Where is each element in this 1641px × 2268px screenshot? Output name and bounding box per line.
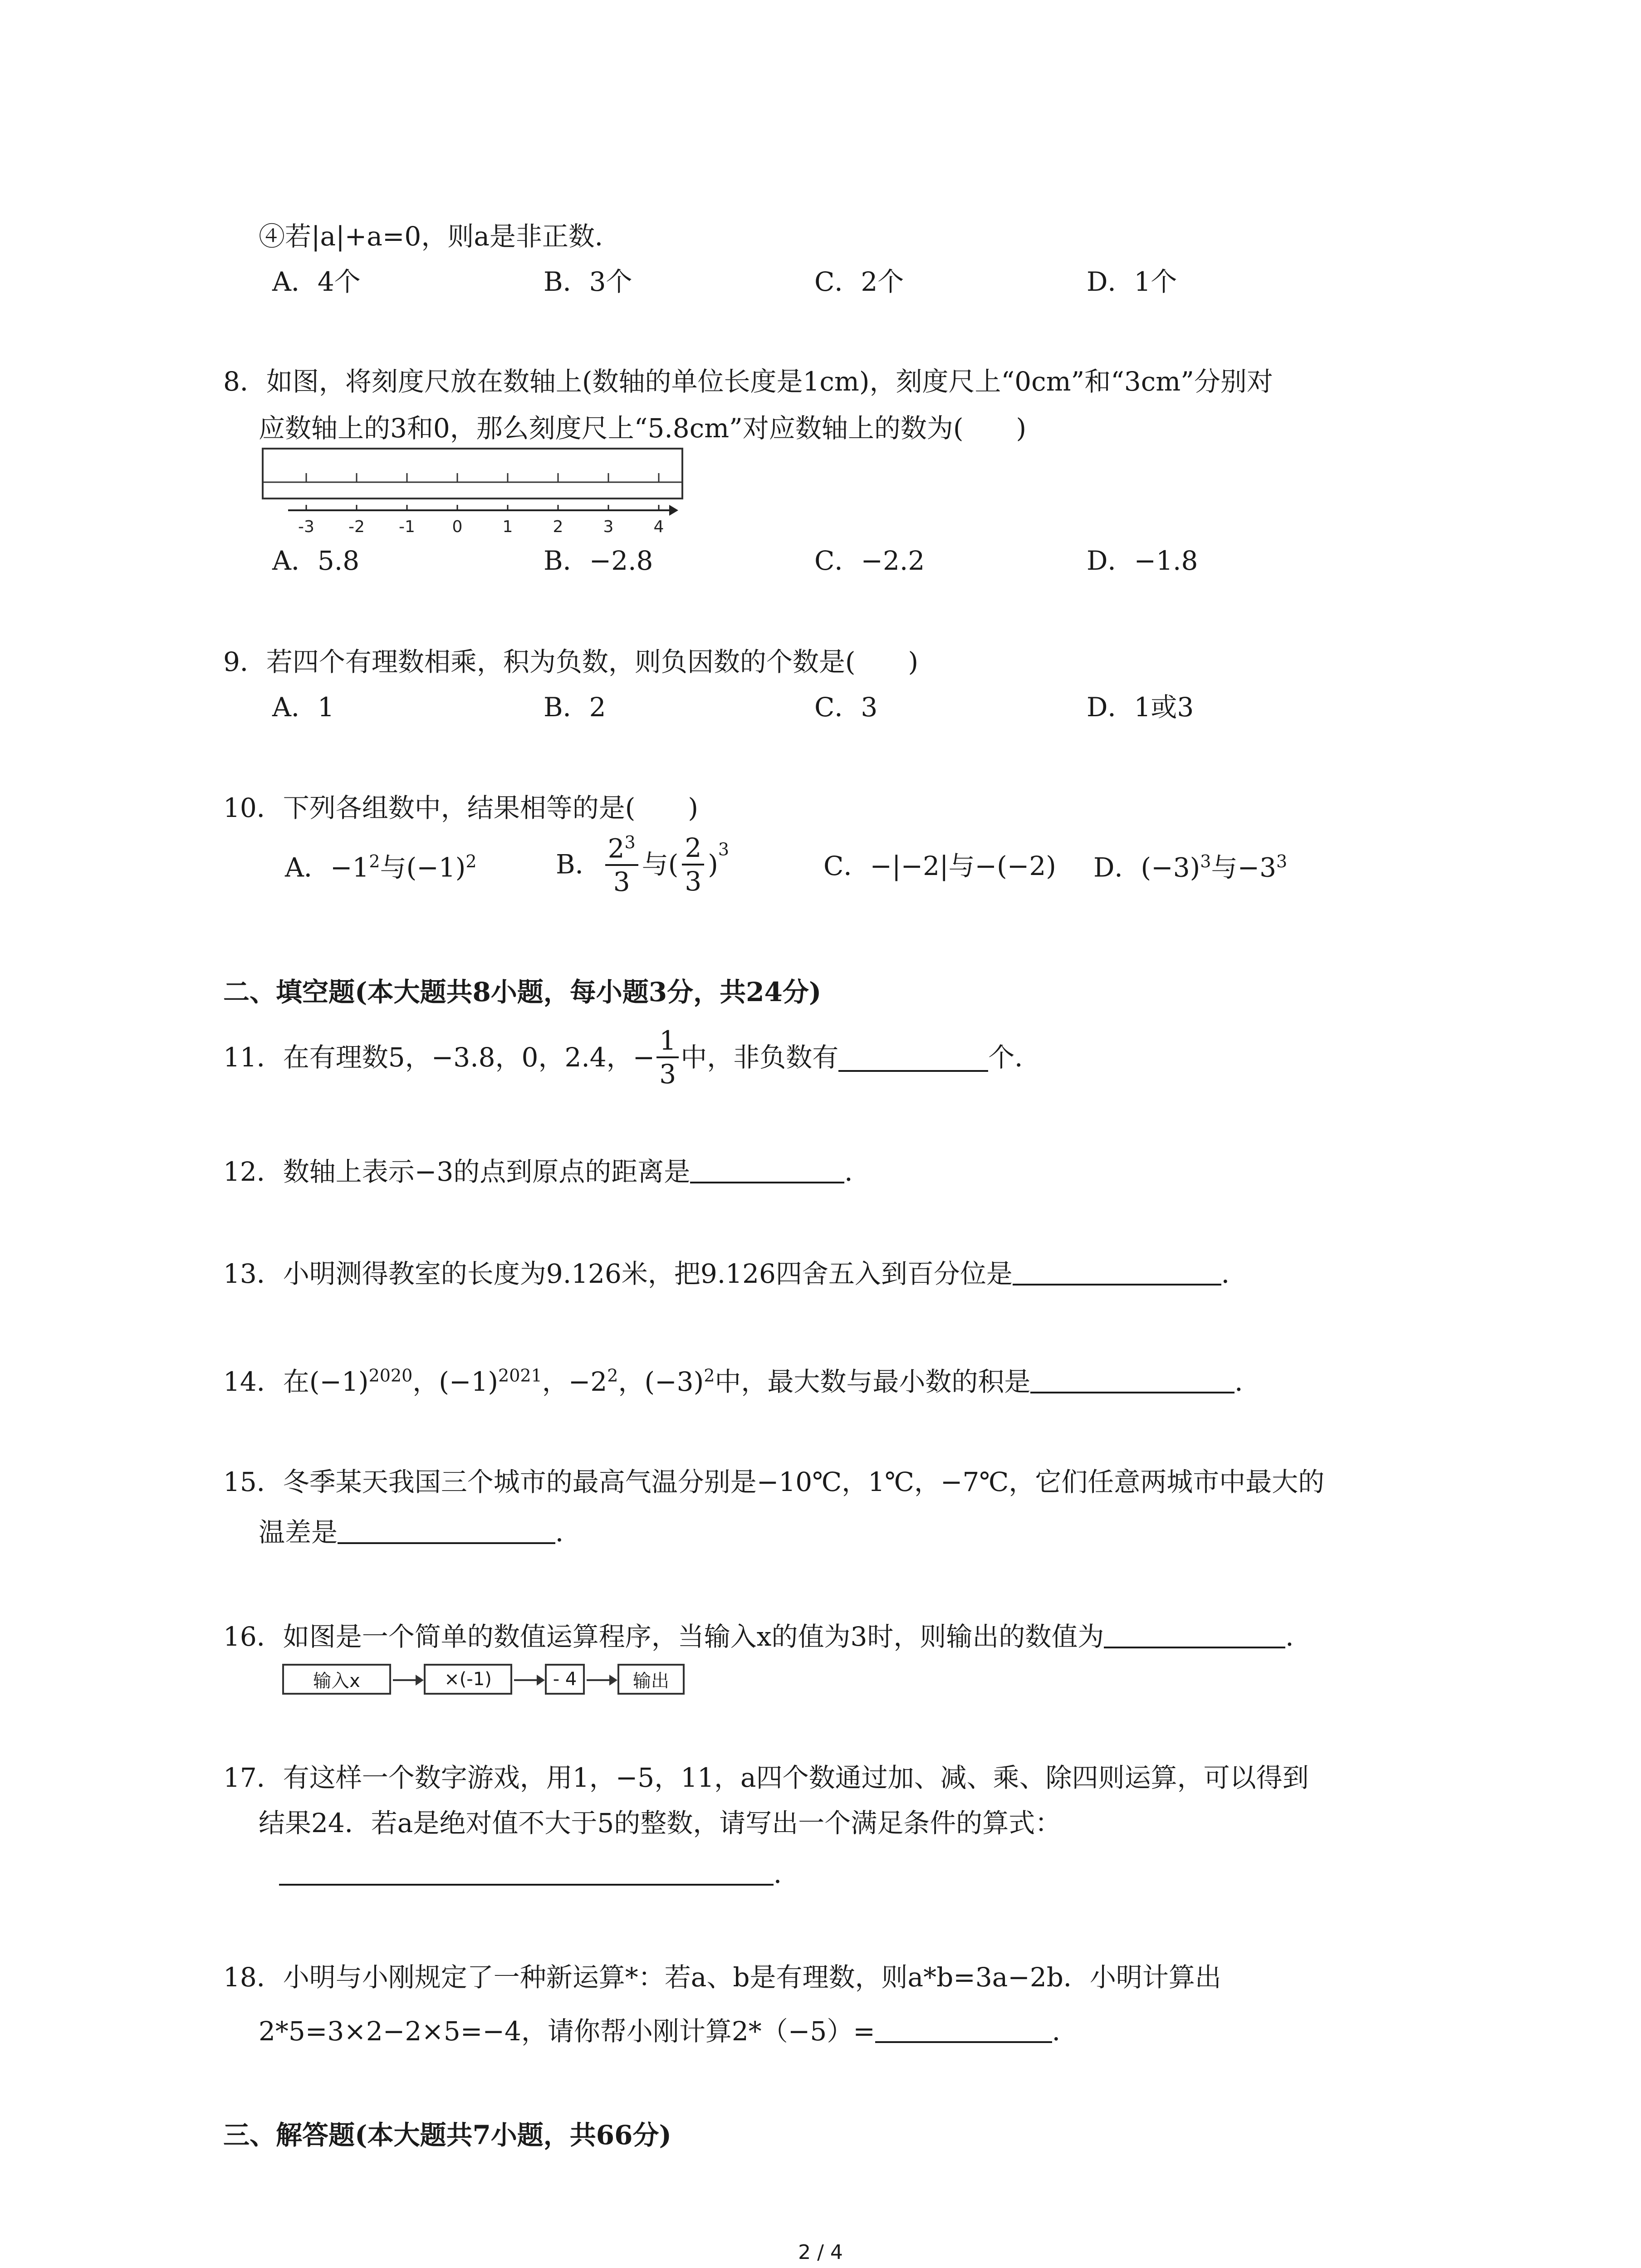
page-number: 2 / 4 [798,2241,843,2264]
q7-option-c: C．2个 [814,266,904,297]
q8-option-c: C．−2.2 [814,545,925,576]
q9-option-d: D．1或3 [1087,692,1194,723]
axis-tick-label: 2 [553,518,563,536]
q10-option-d: D．$(-3)^3$与$-3^3$ [1093,851,1288,883]
ruler [263,449,682,499]
ruler-number-line-figure [261,447,687,538]
q9-option-a: A．1 [272,692,334,723]
section-2-heading: 二、填空题(本大题共8小题，每小题3分，共24分) [223,977,822,1007]
flow-arrow-3 [587,1679,616,1681]
axis-tick-label: 0 [452,518,463,536]
q9-option-b: B．2 [544,692,606,723]
q11-answer-blank[interactable] [838,1043,988,1072]
section-3-heading: 三、解答题(本大题共7小题，共66分) [223,2120,671,2151]
q7-option-d: D．1个 [1087,266,1177,297]
q8-text-line1: 8．如图，将刻度尺放在数轴上(数轴的单位长度是1cm)，刻度尺上“0cm”和“3cm”分别对 [223,366,1273,397]
q10-option-b: B． $\frac{2^3}{3}$ 与( $\frac{2}{3}$ )$^3$ [556,832,730,898]
axis-tick-label: 3 [603,518,614,536]
q16-answer-blank[interactable] [1104,1619,1285,1648]
q8-option-a: A．5.8 [272,545,360,576]
q18-answer-blank[interactable] [875,2014,1052,2043]
q8-option-b: B．−2.8 [544,545,653,576]
q11: 11．在有理数5，−3.8，0，2.4，− $\frac{1}{3}$ 中，非负数有 个． [223,1025,1041,1090]
q10-text: 10．下列各组数中，结果相等的是( ) [223,792,699,823]
q15-line1: 15．冬季某天我国三个城市的最高气温分别是−10℃，1℃，−7℃，它们任意两城市中最大的 [223,1466,1325,1497]
q8-text-line2: 应数轴上的3和0，那么刻度尺上“5.8cm”对应数轴上的数为( ) [259,413,1027,444]
q8-option-d: D．−1.8 [1087,545,1198,576]
q10-option-c: C．−|−2|与−(−2) [823,850,1056,881]
axis-tick-label: -1 [399,518,415,536]
q10-option-a: A．$-1^2$与$(-1)^2$ [285,851,477,883]
flow-input-box: 输入x [282,1664,391,1695]
axis-tick-label: 4 [653,518,664,536]
q16: 16．如图是一个简单的数值运算程序，当输入x的值为3时，则输出的数值为 ． [223,1619,1312,1650]
q17-answer-line: ． [279,1857,800,1887]
q7-statement-4: ④若|a|+a=0，则a是非正数． [259,221,621,252]
q15-line2: 温差是 ． [259,1515,582,1545]
q17-line2: 结果24．若a是绝对值不大于5的整数，请写出一个满足条件的算式： [259,1808,1062,1838]
q13: 13．小明测得教室的长度为9.126米，把9.126四舍五入到百分位是 ． [223,1256,1248,1287]
q14: 14．在$(-1)^{2020}$，$(-1)^{2021}$，$-2^2$，$(-3)^2$中，最大数与最小数的积是 ． [223,1364,1261,1395]
q9-option-c: C．3 [814,692,878,723]
flow-output-box: 输出 [617,1664,685,1695]
q18-line2: 2*5=3×2−2×5=−4，请你帮小刚计算2*（−5）= ． [259,2014,1078,2044]
flow-arrow-2 [514,1679,543,1681]
q12: 12．数轴上表示−3的点到原点的距离是 ． [223,1154,871,1185]
q14-answer-blank[interactable] [1030,1364,1234,1393]
axis-tick-label: -2 [348,518,365,536]
axis-tick-label: 1 [502,518,513,536]
q13-answer-blank[interactable] [1013,1256,1221,1286]
q7-option-b: B．3个 [544,266,632,297]
q18-line1: 18．小明与小刚规定了一种新运算*：若a、b是有理数，则a*b=3a−2b．小明计算出 [223,1962,1221,1993]
q17-answer-blank[interactable] [279,1857,774,1886]
axis-tick-label: -3 [298,518,314,536]
q17-line1: 17．有这样一个数字游戏，用1，−5，11，a四个数通过加、减、乘、除四则运算，可以得到 [223,1762,1309,1793]
q15-answer-blank[interactable] [338,1515,555,1544]
flow-multiply-box: ×(-1) [424,1664,512,1695]
flow-subtract-box: - 4 [545,1664,585,1695]
flow-arrow-1 [393,1679,422,1681]
q7-option-a: A．4个 [272,266,361,297]
q12-answer-blank[interactable] [690,1154,844,1183]
q9-text: 9．若四个有理数相乘，积为负数，则负因数的个数是( ) [223,646,919,677]
